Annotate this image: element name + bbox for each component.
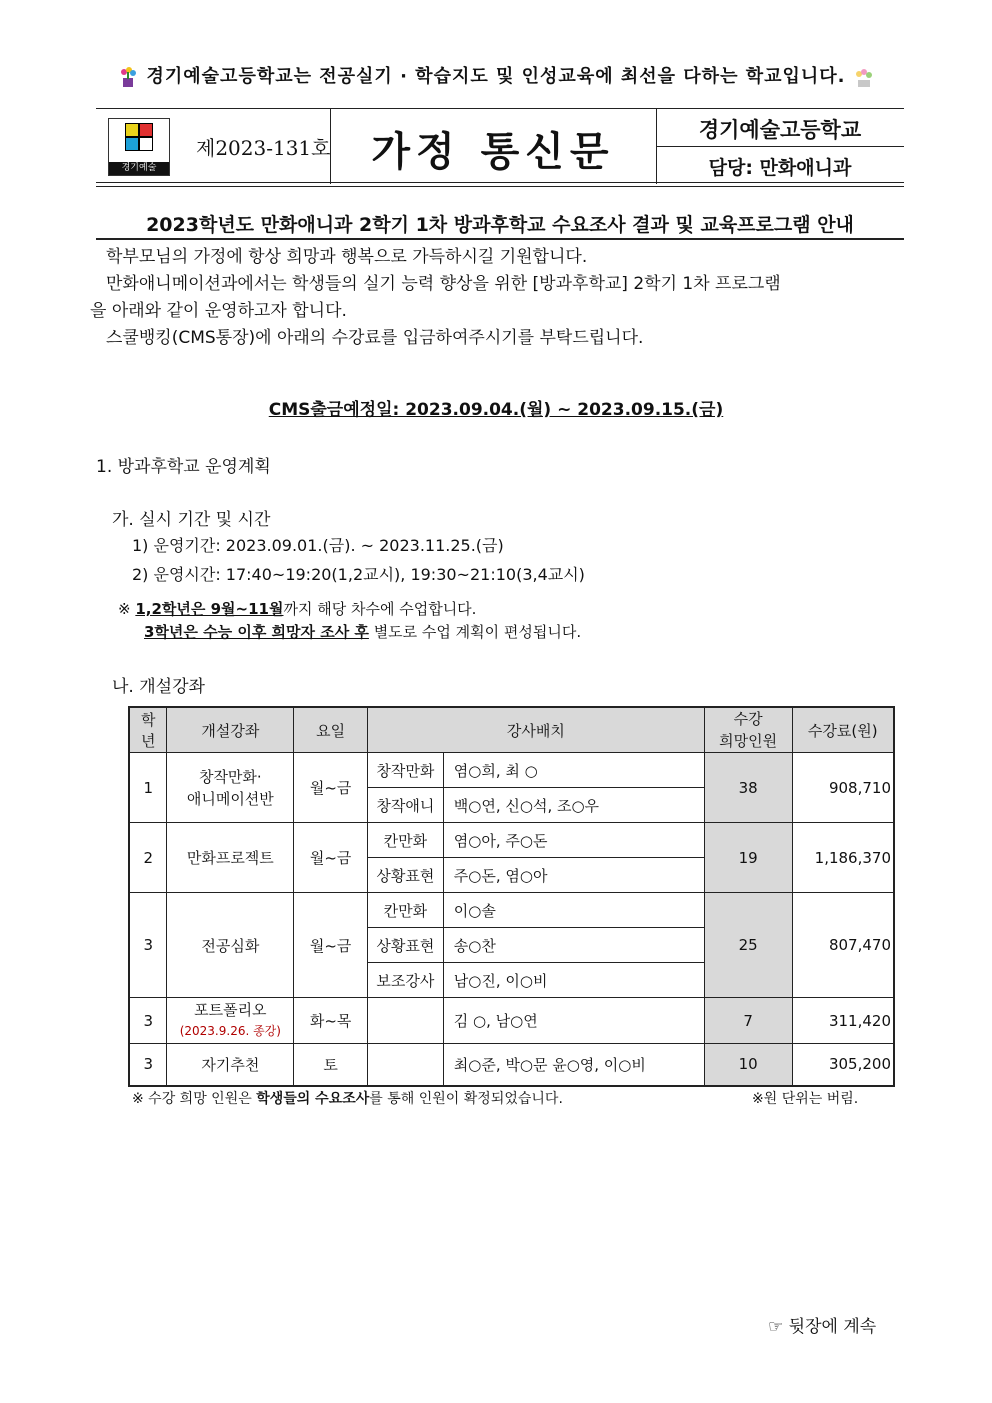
school-logo (108, 118, 170, 176)
footnote-bold: 학생들의 수요조사 (256, 1091, 370, 1107)
cell-area: 상황표현 (368, 858, 444, 893)
note-grade12: 1,2학년은 9월~11월 (135, 600, 284, 618)
cell-instructors: 주○돈, 염○아 (443, 858, 704, 893)
cell-area: 보조강사 (368, 963, 444, 998)
course-end-note: (2023.9.26. 종강) (179, 1024, 281, 1038)
course-table (128, 706, 895, 1087)
header-box (96, 108, 904, 184)
cell-fee: 908,710 (792, 753, 894, 823)
intro-line: 만화애니메이션과에서는 학생들의 실기 능력 향상을 위한 [방과후학교] 2학기 1차 프로그램 (106, 274, 781, 294)
cell-day: 토 (294, 1044, 368, 1086)
cell-day: 월~금 (294, 823, 368, 893)
cell-instructors: 염○아, 주○돈 (443, 823, 704, 858)
cell-applicants: 38 (704, 753, 792, 823)
cell-day: 화~목 (294, 998, 368, 1044)
cell-instructors: 남○진, 이○비 (443, 963, 704, 998)
operation-period: 1) 운영기간: 2023.09.01.(금). ~ 2023.11.25.(금) (132, 536, 504, 555)
cell-fee: 1,186,370 (792, 823, 894, 893)
cell-course: 전공심화 (167, 893, 294, 998)
cell-applicants: 19 (704, 823, 792, 893)
cell-grade: 2 (129, 823, 167, 893)
intro-paragraph (90, 244, 900, 352)
cell-course: 창작만화· 애니메이션반 (167, 753, 294, 823)
cell-grade: 1 (129, 753, 167, 823)
header-day: 요일 (294, 707, 368, 753)
cell-fee: 305,200 (792, 1044, 894, 1086)
motto-text: 경기예술고등학교는 전공실기 · 학습지도 및 인성교육에 최선을 다하는 학교입니다. (146, 66, 846, 87)
department: 담당: 만화애니과 (708, 157, 852, 179)
schedule-note-2: 3학년은 수능 이후 희망자 조사 후 별도로 수업 계획이 편성됩니다. (144, 623, 582, 641)
header-fee: 수강료(원) (792, 707, 894, 753)
table-row (129, 823, 894, 858)
table-header-row (129, 707, 894, 753)
school-name: 경기예술고등학교 (698, 118, 862, 142)
cell-area: 창작만화 (368, 753, 444, 788)
cell-applicants: 25 (704, 893, 792, 998)
subsection-ga: 가. 실시 기간 및 시간 (112, 510, 271, 530)
subsection-na: 나. 개설강좌 (112, 677, 205, 697)
table-row (129, 1044, 894, 1086)
cell-instructors: 송○찬 (443, 928, 704, 963)
logo-label: 경기예술 (109, 162, 169, 175)
header-applicants: 수강 희망인원 (704, 707, 792, 753)
letter-subject: 2023학년도 만화애니과 2학기 1차 방과후학교 수요조사 결과 및 교육프로그램 안내 (96, 210, 904, 240)
note-grade3: 3학년은 수능 이후 희망자 조사 후 (144, 623, 369, 641)
cell-grade: 3 (129, 893, 167, 998)
cell-area (368, 1044, 444, 1086)
header-course: 개설강좌 (167, 707, 294, 753)
flower-pot-icon (117, 66, 139, 88)
cell-fee: 807,470 (792, 893, 894, 998)
cell-course: 자기추천 (167, 1044, 294, 1086)
cms-withdrawal-date: CMS출금예정일: 2023.09.04.(월) ~ 2023.09.15.(금) (268, 400, 724, 420)
header-bottom-rule (96, 182, 904, 183)
intro-line: 을 아래와 같이 운영하고자 합니다. (90, 301, 347, 321)
cell-instructors: 최○준, 박○문 윤○영, 이○비 (443, 1044, 704, 1086)
cell-instructors: 김 ○, 남○연 (443, 998, 704, 1044)
cell-course: 포트폴리오 (2023.9.26. 종강) (167, 998, 294, 1044)
header-grade: 학년 (129, 707, 167, 753)
cell-area (368, 998, 444, 1044)
cell-instructors: 백○연, 신○석, 조○우 (443, 788, 704, 823)
cell-grade: 3 (129, 998, 167, 1044)
cell-applicants: 10 (704, 1044, 792, 1086)
continued-on-back: ☞ 뒷장에 계속 (768, 1317, 877, 1337)
table-row (129, 753, 894, 788)
flower-bouquet-icon (853, 66, 875, 88)
header-instructor: 강사배치 (368, 707, 705, 753)
section-title: 1. 방과후학교 운영계획 (96, 457, 271, 477)
cell-instructors: 이○솔 (443, 893, 704, 928)
cell-instructors: 염○희, 최 ○ (443, 753, 704, 788)
document-title: 가정 통신문 (371, 128, 615, 175)
cell-area: 칸만화 (368, 893, 444, 928)
cell-course: 만화프로젝트 (167, 823, 294, 893)
table-row (129, 893, 894, 928)
issue-number: 제2023-131호 (196, 136, 331, 160)
table-footnote: ※ 수강 희망 인원은 학생들의 수요조사를 통해 인원이 확정되었습니다. (132, 1091, 563, 1107)
operation-time: 2) 운영시간: 17:40~19:20(1,2교시), 19:30~21:10(3,4교시) (132, 565, 585, 584)
intro-line: 학부모님의 가정에 항상 희망과 행복으로 가득하시길 기원합니다. (106, 247, 588, 267)
schedule-note: ※ 1,2학년은 9월~11월까지 해당 차수에 수업합니다. (118, 600, 477, 618)
cell-area: 창작애니 (368, 788, 444, 823)
cell-day: 월~금 (294, 753, 368, 823)
rounding-note: ※원 단위는 버림. (752, 1091, 859, 1107)
cell-area: 상황표현 (368, 928, 444, 963)
school-motto (0, 62, 992, 88)
cell-day: 월~금 (294, 893, 368, 998)
cell-area: 칸만화 (368, 823, 444, 858)
cell-fee: 311,420 (792, 998, 894, 1044)
intro-line: 스쿨뱅킹(CMS통장)에 아래의 수강료를 입금하여주시기를 부탁드립니다. (106, 328, 644, 348)
cell-applicants: 7 (704, 998, 792, 1044)
table-row (129, 998, 894, 1044)
cell-grade: 3 (129, 1044, 167, 1086)
